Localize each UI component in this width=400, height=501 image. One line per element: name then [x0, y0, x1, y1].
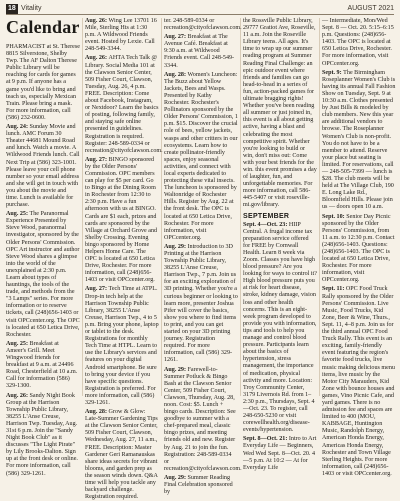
event-description: Wing Lee 13701 16 Mile, Sterling Hts at 1:30 p.m. A Wildwood Friends event. Hosted by Lexie. Call 248-549-3344. — [85, 18, 157, 53]
column-divider — [82, 18, 83, 396]
event-date: Sept. 4—Oct. 23: — [243, 221, 289, 228]
calendar-entry — [164, 244, 238, 365]
event-description: Sandy Night Book Group at the Harrison Township Public Library, 38255 L'Anse Creuse, Harrison Twp. Tuesday, Aug. 31st 6 p.m. Join the "Sandy Night Book Club" as it discusses "The Light Pirate" by Lily Brooks-Dalton. Sign up at the front desk or online. For more information, call (586) 329-1261. — [6, 392, 78, 477]
calendar-entry — [85, 55, 163, 154]
event-date: Aug. 26: — [6, 392, 30, 399]
column-divider — [240, 18, 241, 396]
calendar-entry — [322, 18, 396, 68]
event-description: the Rossville Public Library, 29777 Gratiot Ave, Roseville, 11 a.m. Join the Roseville Library teens. All ages. It's time to wrap up our summer reading program at Summer Reading Final Challenge: an epic outdoor event where friends and families can go head-to-head in a series of fun, action-packed games for ultimate bragging rights! Whether you've been reading all summer or just joined in, this event is all about getting active, having a blast and celebrating the most competitive spirit. Whether you're looking to build or win, don't miss out: Come with your best friends for the win. this event promises a day of laughter, fun, and unforgettable memories. For more information, call 586-445-5407 or visit roseville-mi.gov/library. — [243, 18, 317, 209]
calendar-entry — [322, 214, 396, 285]
event-description: OPC Food Truck Rally sponsored by the Older Persons' Commission. Live Music, Food Trucks, Kid Zone, Beer & Wine, Thurs., Sept. 11, 4–8 p.m. Join us for the third annual OPC Food Truck Rally. This event is an exciting, family-friendly event featuring the region's favorite food trucks, live music making delicious menu items, live music by the Motor City Marauders, Kid Zone with bounce houses and games, Vino Picnic Cafe, and yard games. There is no admission fee and spaces are limited to 400 (MOU, KABBAGE, Huntington Music, Randolph Energy, American Honda Energy, Americas Honda Energy, Rochester and Town Village Sterling Heights. For more information, call (248)656-1403 or visit OPCcenter.org. — [322, 286, 395, 477]
event-date: Aug. 29: — [164, 366, 188, 373]
calendar-entry — [6, 211, 80, 339]
calendar-entry — [85, 409, 159, 501]
event-description: BINGO sponsored by the Older Persons' Commission. OPC members can play for $5 per card. Go to Bingo at the Dining Room in Rochester from 12:30 to 2:30 p.m. Have a fun afternoon with us at BINGO. Cards are $1 each, prizes and cards are sponsored by the Village at Orchard Grove and Shelby Crossing. Evening bingo sponsored by Home Helpers Home Care. The OPC is located at 650 Letica Drive, Rochester. For more information, call (248)656-1403 or visit OPCcenter.org. — [85, 156, 158, 284]
event-date: Aug. 27: — [85, 156, 109, 163]
event-date: Aug. 26: — [85, 18, 109, 24]
calendar-entry — [85, 286, 159, 407]
event-date: Aug. 26: — [85, 55, 109, 62]
event-description: The Birmingham Roseplanner Women's Club is having its annual Fall Fashion Show on Tuesday, Sept. 9 at 10:30 a.m. Clothes presented by Just Bills & modeled by club members. New this year are additional vendors to browse. The Roseplanner Women's Club is non-profit. You do not have to be a member to attend. Reserve your place but seating is limited. For reservations, call — 248-505-7399 — lunch is $28. The club meets will be held at The Village Club, 190 E. Long Lake Rd., Bloomfield Hills. Please join us — doors open 10 a.m. — [322, 69, 396, 211]
calendar-entry — [243, 436, 317, 471]
event-description: Intro to Art Everyday Life — Beginners, Wed Wed Sept. 8—Oct. 20. 4—5 p.m. At 10:2 — At for Everyday Life — [243, 436, 317, 471]
event-description: Grow & Glow: Late-Summer Gardening Tips at the Clawson Senior Center, 509 Fisher Court, Clawson, Wednesday, Aug. 27, 11 a.m., FREE. Description: Master Gardener Geri Ramanauskas share ideas secrets for vibrant blooms, and garden prep as the season winds down. Q&A time will help you tackle any backyard challenge. Registration required. — [85, 409, 158, 501]
event-date: Sept. 8—Oct. 21: — [243, 436, 289, 443]
calendar-entry — [6, 124, 80, 209]
event-description: Breakfast at The Avenue Café. Breakfast at 9:30 a.m. at Wildwood Friends event. Call 248-549-3344. — [164, 34, 235, 69]
event-description: Introduction to 3D Printing at the Harrison Township Public Library, 38255 L'Anse Creuse, Harrison Twp., 7 p.m. Join us for an exciting exploration of 3D printing. Whether you're a curious beginner or looking to learn more, presenter Joshua Pifer will cover the basics, show you where to find items to print, and you can get started on your 3D printing journey. Registration required. For more information, call (586) 329-1261. — [164, 243, 238, 364]
calendar-column-3 — [164, 18, 242, 496]
calendar-entry — [6, 393, 80, 478]
event-date: Aug. 29: — [164, 474, 188, 481]
event-description: Summer Reading Final Celebration sponsored by — [164, 474, 233, 496]
event-date: Aug. 25: — [6, 211, 30, 218]
event-date: Aug. 27: — [164, 34, 188, 41]
event-description: The Paranormal Experience Presented by Steve Wood, paranormal investigator, sponsored by the Older Persons' Commission. OPC Art instructor and author Steve Wood shares a glimpse into the world of the unexplained at 2:30 p.m. Learn about types of hauntings, the tools of the trade, and methods from the "3 Lamps" series. For more information or to reserve tickets, call (248)656-1403 or visit OPCcenter.org. The OPC is located at 650 Letica Drive, Rochester. — [6, 211, 80, 338]
event-description: Farewell-to-Summer Potluck & Bingo Bash at the Clawson Senior Center, 509 Fisher Court, Clawson, Thursday, Aug. 28, noon. Cost: $5. Lunch + bingo cards. Description: See goodbye to summer with a chef-prepared meal, classic bingo prizes, and meeting friends old and new. Register by Aug. 21 to join the fun. Registration: 248-589-0334 or recreation@cityofclawson.com. — [164, 366, 242, 472]
event-description: — Intermediate, Mon/Wed Sept. 8 — Oct. 20. 5:15–6:15 p.m. Questions: (248)656-1403. The OPC is located at 650 Letica Drive, Rochester. For more information, visit OPCcenter.org. — [322, 18, 394, 67]
calendar-entry — [243, 222, 317, 435]
calendar-column-1 — [6, 44, 80, 477]
calendar-entry — [243, 18, 317, 210]
event-description: ter. 248-589-0334 or recreation@cityofclawson.com. — [164, 18, 242, 32]
event-date: Sept. 9: — [322, 69, 344, 76]
column-divider — [319, 18, 320, 396]
event-description: Women's Luncheon: The Buzz about Yellow Jackets, Bees and Wasps. Presented by Kathy Rochester. Rochester's Pollinators sponsored by the Older Persons' Commission, 1 p.m. $15. Discover the crucial role of bees, yellow jackets, wasps and other critters in our ecosystems. Learn how to create pollinator-friendly spaces, enjoy seasonal activities, and connect with local experts dedicated to protecting these vital insects. The luncheon is sponsored by Waltonridge of Rochester Hills. Register by Aug. 22 at the front desk. The OPC is located at 650 Letica Drive, Rochester. For more information, visit OPCcenter.org. — [164, 71, 238, 241]
calendar-column-4 — [243, 18, 317, 471]
month-heading: SEPTEMBER — [243, 212, 290, 220]
event-description: PHARMACIST at St. Therese 8815 Silverstone, Shelby Twp. The AF Dalton Therese Public Library will be reaching for cards for games at 9 p.m. If anyone has a game you'd like to bring and teach us, especially Mexican Train. Please bring a mask. For more information, call (586) 232-0600. — [6, 44, 80, 121]
issue-date: AUGUST 2021 — [347, 5, 394, 12]
event-date: Aug. 28: — [85, 409, 109, 416]
calendar-entry — [164, 34, 238, 69]
event-description: Senior Day Picnic sponsored by the Older Persons' Commission, from 11 a.m. to 12:30 p.m. Contact (248)656-1403. Questions: (248)656-1403. The OPC is located at 650 Letica Drive, Rochester. For more information, visit OPCcenter.org. — [322, 213, 395, 284]
column-divider — [161, 18, 162, 396]
calendar-entry — [164, 72, 238, 242]
section-name: Vitality — [21, 5, 42, 12]
event-description: AHTA Tech Talk @ Library. Social Media 101 at the Clawson Senior Center, 509 Fisher Court, Clawson, Tuesday, Aug. 26, 4 p.m. FREE. Description: Come about Facebook, Instagram, or Nextdoor? Learn the basics of posting, following family, and staying safe online presented in guidelines. Registration is required. Register: 248-589-0334 or recreation@cityofclawson.com. — [85, 55, 163, 154]
calendar-entry — [164, 475, 238, 496]
page-number: 18 — [8, 5, 16, 12]
calendar-entry — [85, 157, 159, 285]
event-date: Aug. 25: — [6, 340, 30, 347]
calendar-entry — [85, 18, 159, 53]
calendar-entry — [164, 366, 242, 473]
calendar-column-5 — [322, 18, 396, 477]
event-description: Sunday Movie and lunch. AMC Forum 30 Theater 44681 Mound Road and lunch. Watch a movie. A Wildwood Friends lunch. Call Next Trip at (586) 323-1001. Please leave your cell phone number so your email address and she will get in touch with you about the movie and time. Lunch is available for purchase. — [6, 124, 80, 209]
event-description: Tech Time at ATPL. Drop-in tech help at the Harrison Township Public Library, 38255 L'Anse Creuse, Harrison Twp., 4 to 5 p.m. Bring your phone, laptop or tablet to the desk. Registrations for monthly Tech Time at HTPL. Learn to use the Library's services and features on your digital Android smartphone. Be sure to bring your device if you have specific questions. Registration is preferred. For more information, call (586) 329-1261. — [85, 286, 159, 406]
event-description: Breakfast at Ameer's Grill. Meet Wingwood friends for breakfast at 9 a.m. at 24496 Road, Chesterfield at 10 a.m. Call for information (586) 329-1300. — [6, 340, 78, 390]
event-date: Sept. 11: — [322, 286, 346, 293]
event-date: Aug. 28: — [164, 71, 188, 78]
page-title: Calendar — [6, 17, 80, 37]
page-header — [6, 4, 394, 15]
calendar-column-2 — [85, 18, 163, 501]
event-date: Aug. 29: — [164, 243, 188, 250]
event-date: Sept. 10: — [322, 213, 347, 220]
event-date: Aug. 27: — [85, 286, 109, 293]
calendar-entry — [6, 341, 80, 391]
calendar-entry — [322, 70, 396, 212]
event-date: Aug. 24: — [6, 124, 30, 131]
calendar-entry — [6, 44, 80, 122]
calendar-entry — [322, 286, 396, 478]
event-description: HIIP Central. A frugal income tax preparation service offered for FREE by Cornwall Health. Learn 8 week via Zoom. Classes you have high blood pressure? Are you looking for ways to control it? High blood pressure puts you at risk for heart disease, stroke, kidney damage, vision loss and other health concerns. This is an eight-week program developed to provide you with information, tips and tools to help you manage and control blood pressure. Participants learn about the basics of hypertension, stress management, the importance of medication, physical activity and more. Location: Troy Community Center, 3179 Livernois Rd. from 1–2:30 p.m., Thursdays, Sept. 4—Oct. 23. To register, call 248-650-5230 or visit corewellhealth.org/disease-events/hypertension. — [243, 221, 317, 434]
calendar-entry — [164, 18, 242, 32]
